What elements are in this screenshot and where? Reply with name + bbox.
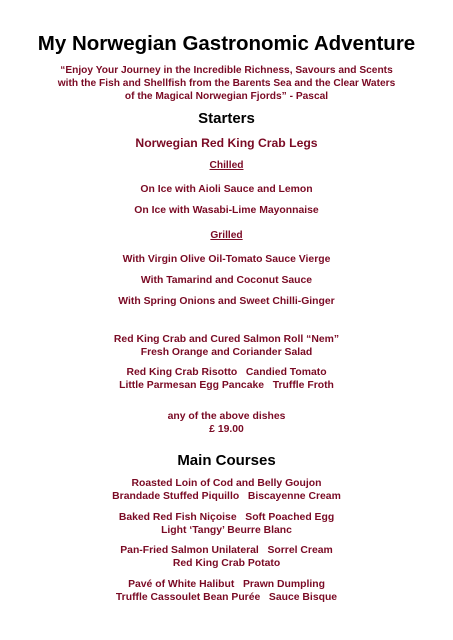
quote-line-2: with the Fish and Shellfish from the Barents Sea and the Clear Waters bbox=[57, 78, 396, 89]
main-dish-3-line-2: Red King Crab Potato bbox=[172, 558, 281, 569]
main-dish-1-line-1: Roasted Loin of Cod and Belly Goujon bbox=[131, 478, 322, 489]
starter-dish-2-line-2: Little Parmesan Egg Pancake Truffle Froth bbox=[119, 380, 334, 391]
price-note: any of the above dishes bbox=[167, 411, 286, 422]
starter-dish-1-line-1: Red King Crab and Cured Salmon Roll “Nem” bbox=[113, 334, 340, 345]
crab-legs-title: Norwegian Red King Crab Legs bbox=[135, 136, 318, 150]
main-dish-2-line-2: Light ‘Tangy’ Beurre Blanc bbox=[161, 525, 292, 536]
menu-title: My Norwegian Gastronomic Adventure bbox=[37, 32, 416, 55]
starter-dish-2-line-1: Red King Crab Risotto Candied Tomato bbox=[126, 367, 327, 378]
starters-heading: Starters bbox=[198, 110, 255, 127]
main-dish-1-line-2: Brandade Stuffed Piquillo Biscayenne Cream bbox=[112, 491, 341, 502]
main-courses-heading: Main Courses bbox=[177, 452, 276, 469]
main-dish-4-line-1: Pavé of White Halibut Prawn Dumpling bbox=[128, 579, 325, 590]
grilled-option-3: With Spring Onions and Sweet Chilli-Ginger bbox=[118, 296, 335, 307]
grilled-option-1: With Virgin Olive Oil-Tomato Sauce Vierge bbox=[122, 254, 331, 265]
grilled-label: Grilled bbox=[210, 230, 243, 241]
main-dish-3-line-1: Pan-Fried Salmon Unilateral Sorrel Cream bbox=[120, 545, 333, 556]
quote-line-3: of the Magical Norwegian Fjords” - Pascal bbox=[124, 91, 329, 102]
main-dish-2-line-1: Baked Red Fish Niçoise Soft Poached Egg bbox=[118, 512, 335, 523]
main-dish-4-line-2: Truffle Cassoulet Bean Purée Sauce Bisque bbox=[115, 592, 338, 603]
chilled-option-1: On Ice with Aioli Sauce and Lemon bbox=[140, 184, 313, 195]
grilled-option-2: With Tamarind and Coconut Sauce bbox=[140, 275, 313, 286]
quote-line-1: “Enjoy Your Journey in the Incredible Richness, Savours and Scents bbox=[60, 65, 393, 76]
starter-dish-1-line-2: Fresh Orange and Coriander Salad bbox=[140, 347, 313, 358]
chilled-option-2: On Ice with Wasabi-Lime Mayonnaise bbox=[134, 205, 319, 216]
price: £ 19.00 bbox=[209, 424, 244, 435]
chilled-label: Chilled bbox=[209, 160, 244, 171]
